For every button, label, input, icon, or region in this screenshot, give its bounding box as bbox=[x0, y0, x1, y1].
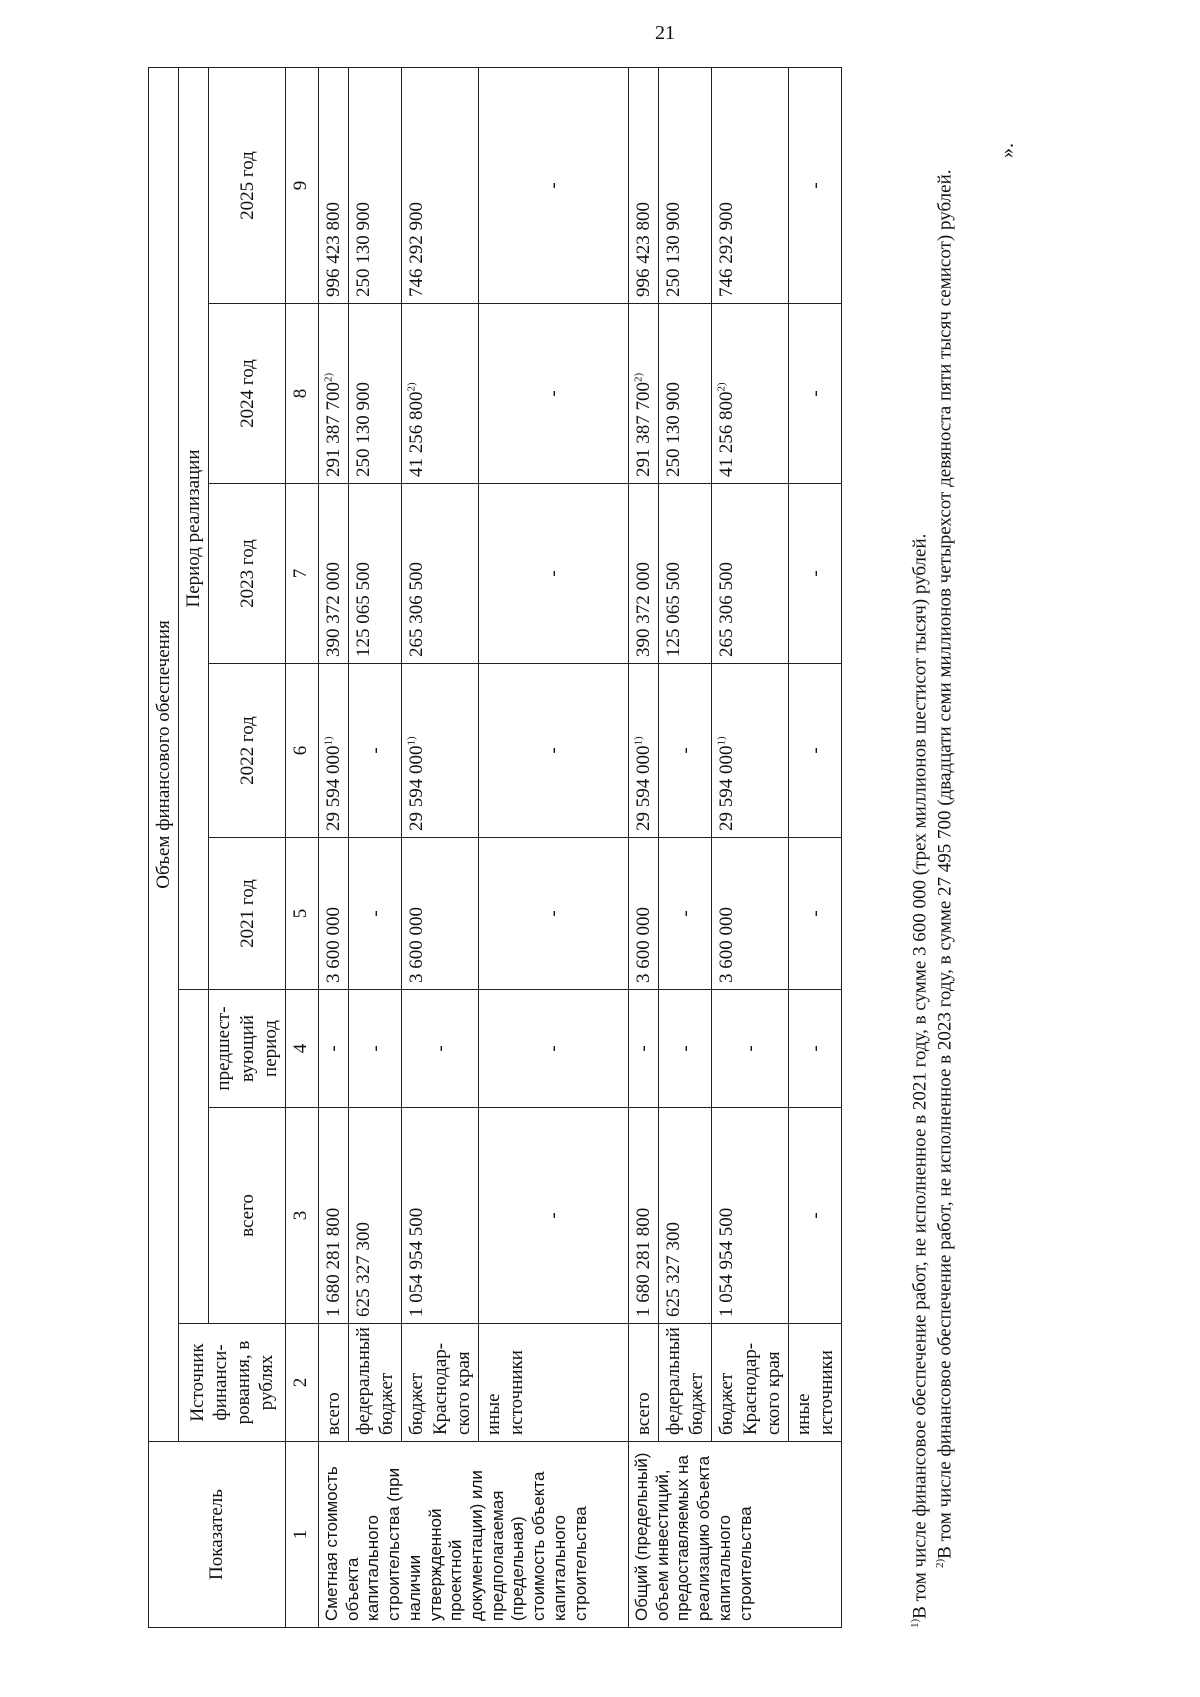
source-cell: иные источники bbox=[788, 1324, 841, 1442]
table-row bbox=[318, 68, 348, 1628]
col-number: 7 bbox=[285, 484, 318, 664]
y2023-cell: 390 372 000 bbox=[318, 484, 348, 664]
header-2023: 2023 год bbox=[209, 484, 286, 664]
closing-quote: ». bbox=[996, 143, 1018, 158]
y2025-cell: - bbox=[788, 68, 841, 304]
value: 291 387 700 bbox=[632, 382, 654, 477]
table-row bbox=[349, 68, 402, 1628]
y2025-cell: 250 130 900 bbox=[349, 68, 402, 304]
y2024-cell bbox=[318, 304, 348, 484]
value: 29 594 000 bbox=[322, 745, 344, 831]
footnote-ref: 1) bbox=[322, 736, 335, 746]
y2025-cell: 996 423 800 bbox=[628, 68, 658, 304]
table-row bbox=[659, 68, 712, 1628]
source-cell: всего bbox=[628, 1324, 658, 1442]
footnote-ref: 1) bbox=[632, 736, 645, 746]
y2021-cell: 3 600 000 bbox=[402, 838, 479, 990]
y2021-cell: - bbox=[659, 838, 712, 990]
y2023-cell: - bbox=[788, 484, 841, 664]
total-cell: - bbox=[788, 1108, 841, 1324]
header-source: Источник финанси-рования, в рублях bbox=[179, 1324, 286, 1442]
col-number: 6 bbox=[285, 664, 318, 838]
col-number: 4 bbox=[285, 990, 318, 1108]
y2025-cell: 250 130 900 bbox=[659, 68, 712, 304]
total-cell: 625 327 300 bbox=[349, 1108, 402, 1324]
header-total: всего bbox=[209, 1108, 286, 1324]
footnote-1 bbox=[908, 68, 933, 1628]
col-number: 1 bbox=[285, 1442, 318, 1628]
footnote-ref: 2) bbox=[632, 372, 645, 382]
source-cell: федеральный бюджет bbox=[659, 1324, 712, 1442]
y2025-cell: 746 292 900 bbox=[402, 68, 479, 304]
footnote-ref: 1) bbox=[406, 736, 419, 746]
y2021-cell: 3 600 000 bbox=[628, 838, 658, 990]
column-numbers-row bbox=[285, 68, 318, 1628]
source-cell: федеральный бюджет bbox=[349, 1324, 402, 1442]
indicator-estimated-cost: Сметная стоимость объекта капитального строительства (при наличии утвержденной проектной документации) или предполагаемая (предельная) стоимость объекта капитального строительства bbox=[318, 1442, 628, 1628]
footnote-2 bbox=[933, 68, 958, 1628]
footnote-text: В том числе финансовое обеспечение работ, не исполненное в 2021 году, в сумме 3 600 000 (трех миллионов шестисот тысяч) рублей. bbox=[909, 533, 931, 1619]
y2023-cell: - bbox=[478, 484, 628, 664]
header-row-2 bbox=[179, 68, 209, 1628]
y2024-cell: - bbox=[478, 304, 628, 484]
source-cell: иные источники bbox=[478, 1324, 628, 1442]
prev-cell: - bbox=[318, 990, 348, 1108]
total-cell: 1 680 281 800 bbox=[628, 1108, 658, 1324]
y2024-cell: 250 130 900 bbox=[349, 304, 402, 484]
prev-cell: - bbox=[788, 990, 841, 1108]
footnote-mark: 2) bbox=[934, 1558, 947, 1568]
footnotes bbox=[908, 68, 958, 1628]
total-cell: 1 680 281 800 bbox=[318, 1108, 348, 1324]
prev-cell: - bbox=[712, 990, 789, 1108]
header-row-1 bbox=[149, 68, 179, 1628]
source-cell: всего bbox=[318, 1324, 348, 1442]
footnote-mark: 1) bbox=[909, 1618, 921, 1628]
page-number: 21 bbox=[655, 22, 675, 44]
y2022-cell bbox=[628, 664, 658, 838]
value: 29 594 000 bbox=[406, 745, 428, 831]
footnote-ref: 1) bbox=[716, 736, 729, 746]
y2024-cell: 250 130 900 bbox=[659, 304, 712, 484]
header-period: Период реализации bbox=[179, 68, 209, 990]
y2022-cell bbox=[402, 664, 479, 838]
value: 41 256 800 bbox=[716, 391, 738, 477]
header-2024: 2024 год bbox=[209, 304, 286, 484]
total-cell: 625 327 300 bbox=[659, 1108, 712, 1324]
source-cell: бюджет Краснодар-ского края bbox=[402, 1324, 479, 1442]
y2025-cell: - bbox=[478, 68, 628, 304]
prev-cell: - bbox=[349, 990, 402, 1108]
y2025-cell: 746 292 900 bbox=[712, 68, 789, 304]
table-row bbox=[402, 68, 479, 1628]
y2024-cell: - bbox=[788, 304, 841, 484]
y2024-cell bbox=[402, 304, 479, 484]
indicator-total-investment: Общий (предельный) объем инвестиций, предоставляемых на реализацию объекта капитального строительства bbox=[628, 1442, 841, 1628]
header-2021: 2021 год bbox=[209, 838, 286, 990]
y2021-cell: - bbox=[478, 838, 628, 990]
header-group: Объем финансового обеспечения bbox=[149, 68, 179, 1442]
y2023-cell: 125 065 500 bbox=[349, 484, 402, 664]
total-cell: - bbox=[478, 1108, 628, 1324]
prev-cell: - bbox=[659, 990, 712, 1108]
value: 291 387 700 bbox=[322, 382, 344, 477]
footnote-ref: 2) bbox=[406, 382, 419, 392]
y2021-cell: 3 600 000 bbox=[318, 838, 348, 990]
col-number: 8 bbox=[285, 304, 318, 484]
footnote-text: В том числе финансовое обеспечение работ, не исполненное в 2023 году, в сумме 27 495 700 (двадцати семи миллионов четырехсот девяноста пяти тысяч семисот) рублей. bbox=[934, 169, 956, 1559]
footnote-ref: 2) bbox=[716, 382, 729, 392]
value: 41 256 800 bbox=[406, 391, 428, 477]
y2022-cell bbox=[712, 664, 789, 838]
table-row bbox=[478, 68, 628, 1628]
y2023-cell: 265 306 500 bbox=[712, 484, 789, 664]
header-indicator: Показатель bbox=[149, 1442, 286, 1628]
table-row bbox=[712, 68, 789, 1628]
value: 29 594 000 bbox=[716, 745, 738, 831]
total-cell: 1 054 954 500 bbox=[712, 1108, 789, 1324]
prev-cell: - bbox=[478, 990, 628, 1108]
y2024-cell bbox=[712, 304, 789, 484]
y2023-cell: 265 306 500 bbox=[402, 484, 479, 664]
y2022-cell: - bbox=[788, 664, 841, 838]
financing-table bbox=[148, 67, 842, 1628]
y2022-cell: - bbox=[478, 664, 628, 838]
y2021-cell: 3 600 000 bbox=[712, 838, 789, 990]
col-number: 9 bbox=[285, 68, 318, 304]
total-cell: 1 054 954 500 bbox=[402, 1108, 479, 1324]
source-cell: бюджет Краснодар-ского края bbox=[712, 1324, 789, 1442]
y2022-cell bbox=[318, 664, 348, 838]
y2021-cell: - bbox=[349, 838, 402, 990]
y2025-cell: 996 423 800 bbox=[318, 68, 348, 304]
header-2022: 2022 год bbox=[209, 664, 286, 838]
y2024-cell bbox=[628, 304, 658, 484]
value: 29 594 000 bbox=[632, 745, 654, 831]
col-number: 3 bbox=[285, 1108, 318, 1324]
y2022-cell: - bbox=[349, 664, 402, 838]
y2022-cell: - bbox=[659, 664, 712, 838]
prev-cell: - bbox=[628, 990, 658, 1108]
y2023-cell: 125 065 500 bbox=[659, 484, 712, 664]
header-previous: предшест-вующий период bbox=[209, 990, 286, 1108]
table-row bbox=[628, 68, 658, 1628]
table-row bbox=[788, 68, 841, 1628]
rotated-sheet bbox=[148, 68, 1028, 1628]
y2023-cell: 390 372 000 bbox=[628, 484, 658, 664]
col-number: 5 bbox=[285, 838, 318, 990]
header-blank bbox=[179, 990, 209, 1324]
footnote-ref: 2) bbox=[322, 372, 335, 382]
prev-cell: - bbox=[402, 990, 479, 1108]
header-2025: 2025 год bbox=[209, 68, 286, 304]
y2021-cell: - bbox=[788, 838, 841, 990]
col-number: 2 bbox=[285, 1324, 318, 1442]
